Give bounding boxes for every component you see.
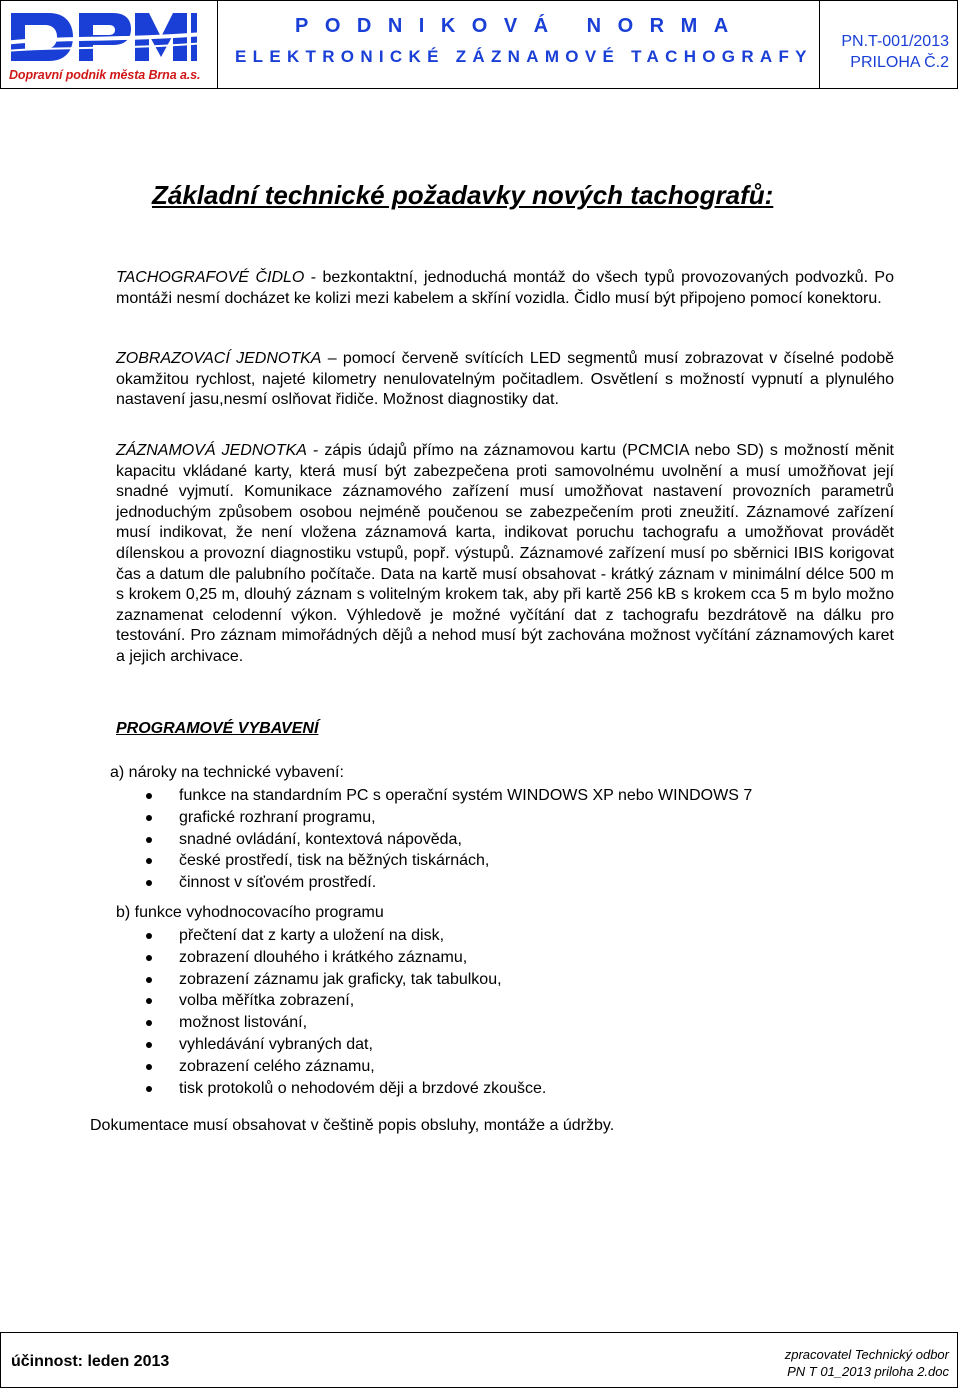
norm-subject-title: ELEKTRONICKÉ ZÁZNAMOVÉ TACHOGRAFY <box>235 47 813 66</box>
functions-list <box>146 925 546 1099</box>
paragraph-text: - bezkontaktní, jednoduchá montáž do všech typů provozovaných podvozků. Po montáži nesmí docházet ke kolizi mezi kabelem a skříní vozidla. Čidlo musí být připojeno pomocí konektoru. <box>116 269 894 307</box>
paragraph-text: – pomocí červeně svítících LED segmentů musí zobrazovat v číselné podobě okamžitou rychlost, najeté kilometry nenulovatelným počitadlem. Osvětlení s možností vypnutí a plynulého nastavení jasu,nesmí oslňovat řidiče. Možnost diagnostiky dat. <box>116 350 894 409</box>
logo-cell <box>1 1 218 88</box>
paragraph-recording-unit <box>116 441 894 668</box>
list-heading-requirements: a) nároky na technické vybavení: <box>110 764 344 781</box>
title-cell <box>217 1 820 88</box>
effective-date: účinnost: leden 2013 <box>11 1353 170 1370</box>
document-footer <box>0 1332 958 1388</box>
list-item: činnost v síťovém prostředí. <box>146 872 752 894</box>
dpmb-logo <box>5 5 215 71</box>
section-title-software: PROGRAMOVÉ VYBAVENÍ <box>116 720 319 737</box>
paragraph-display-unit <box>116 349 894 411</box>
logo-caption: Dopravní podnik města Brna a.s. <box>9 68 201 82</box>
closing-statement: Dokumentace musí obsahovat v češtině popis obsluhy, montáže a údržby. <box>90 1117 615 1134</box>
page-title: Základní technické požadavky nových tachografů: <box>152 180 774 210</box>
paragraph-text: - zápis údajů přímo na záznamovou kartu (PCMCIA nebo SD) s možností měnit kapacitu vkládané karty, která musí být zabezpečena proti samovolnému uvolnění a musí umožňovat její snadné vyjmutí. Komunikace záznamového zařízení musí umožňovat nastavení provozních parametrů jednoduchým způsobem osobou nejméně poučenou se zabezpečením proti zneužití. Záznamové zařízení musí indikovat, že není vložena záznamová karta, indikovat poruchu tachografu a umožňovat provádět dílenskou a provozní diagnostiku vstupů, popř. výstupů. Záznamové zařízení musí po sběrnici IBIS korigovat čas a datum dle palubního počítače. Data na kartě musí obsahovat - krátký záznam v minimální délce 500 m s krokem 0,25 m, dlouhý záznam s volitelným krokem tak, aby při kartě 256 kB s krokem cca 5 m bylo možno zaznamenat celodenní výkon. Výhledově je možné vyčítání dat z tachografu bezdrátově na dálku pro testování. Pro záznam mimořádných dějů a nehod musí být zachována možnost vyčítání záznamových karet a jejich archivace. <box>116 442 894 665</box>
author-label: zpracovatel Technický odbor <box>784 1347 949 1362</box>
list-item: zobrazení dlouhého i krátkého záznamu, <box>146 947 546 969</box>
requirements-list <box>146 785 752 894</box>
paragraph-sensor <box>116 268 894 309</box>
attachment-label: PRILOHA Č.2 <box>850 54 949 71</box>
document-header <box>0 0 958 89</box>
list-item: možnost listování, <box>146 1012 546 1034</box>
list-item: zobrazení záznamu jak graficky, tak tabulkou, <box>146 969 546 991</box>
list-item: grafické rozhraní programu, <box>146 807 752 829</box>
list-item: vyhledávání vybraných dat, <box>146 1034 546 1056</box>
list-item: volba měřítka zobrazení, <box>146 990 546 1012</box>
file-name: PN T 01_2013 priloha 2.doc <box>787 1364 949 1379</box>
list-item: tisk protokolů o nehodovém ději a brzdové zkoušce. <box>146 1078 546 1100</box>
list-item: přečtení dat z karty a uložení na disk, <box>146 925 546 947</box>
code-cell <box>819 1 957 88</box>
list-item: funkce na standardním PC s operační systém WINDOWS XP nebo WINDOWS 7 <box>146 785 752 807</box>
list-heading-functions: b) funkce vyhodnocovacího programu <box>116 904 384 921</box>
paragraph-keyword: ZÁZNAMOVÁ JEDNOTKA <box>116 442 307 459</box>
document-code: PN.T-001/2013 <box>841 33 949 50</box>
list-item: snadné ovládání, kontextová nápověda, <box>146 829 752 851</box>
paragraph-keyword: TACHOGRAFOVÉ ČIDLO <box>116 269 305 286</box>
list-item: zobrazení celého záznamu, <box>146 1056 546 1078</box>
paragraph-keyword: ZOBRAZOVACÍ JEDNOTKA <box>116 350 322 367</box>
list-item: české prostředí, tisk na běžných tiskárnách, <box>146 850 752 872</box>
norm-type-title: PODNIKOVÁ NORMA <box>295 15 745 37</box>
